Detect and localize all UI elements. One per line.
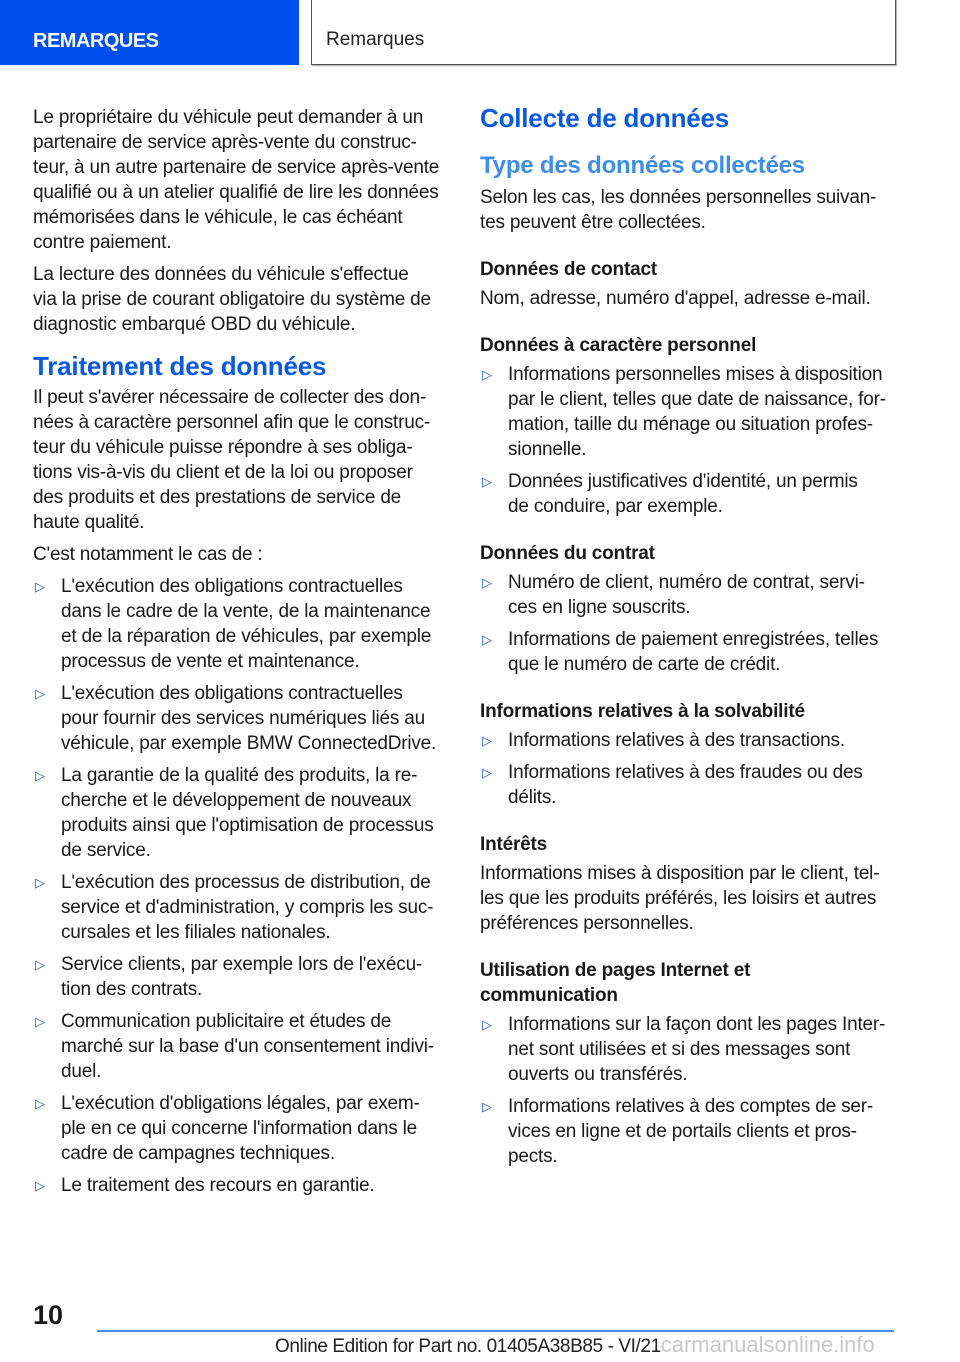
list-item-text: Données justificatives d'identité, un permis de conduire, par exemple. bbox=[508, 471, 858, 517]
list-item bbox=[480, 362, 900, 462]
bullet-triangle-icon: ▷ bbox=[35, 686, 45, 701]
bullet-triangle-icon: ▷ bbox=[35, 579, 45, 594]
bullet-triangle-icon: ▷ bbox=[482, 1017, 492, 1032]
list-item-text: Informations de paiement enregistrées, telles que le numéro de carte de crédit. bbox=[508, 629, 879, 675]
list-item-text: L'exécution des obligations contractuelles pour fournir des services numériques liés au véhicule, par exemple BMW ConnectedDrive. bbox=[61, 683, 437, 754]
bullet-triangle-icon: ▷ bbox=[35, 1096, 45, 1111]
bullet-triangle-icon: ▷ bbox=[482, 1099, 492, 1114]
list-item-text: Numéro de client, numéro de contrat, servi- ces en ligne souscrits. bbox=[508, 572, 865, 618]
bullet-list bbox=[480, 1012, 900, 1169]
list-item-text: Informations personnelles mises à disposition par le client, telles que date de naissance, for- mation, taille du ménage ou situation profes- sionnelle. bbox=[508, 364, 886, 460]
paragraph: Nom, adresse, numéro d'appel, adresse e-mail. bbox=[480, 288, 871, 309]
chapter-title: Remarques bbox=[326, 29, 425, 50]
list-item bbox=[33, 952, 453, 1002]
page-number: 10 bbox=[33, 1300, 64, 1330]
list-item bbox=[33, 1091, 453, 1166]
chapter-title-box bbox=[311, 0, 896, 65]
bullet-triangle-icon: ▷ bbox=[482, 733, 492, 748]
subsection-title: Informations relatives à la solvabilité bbox=[480, 701, 805, 722]
footer-edition bbox=[275, 1332, 875, 1358]
bullet-triangle-icon: ▷ bbox=[482, 575, 492, 590]
paragraph: Selon les cas, les données personnelles suivan- tes peuvent être collectées. bbox=[480, 187, 877, 233]
list-item bbox=[33, 763, 453, 863]
bullet-triangle-icon: ▷ bbox=[35, 957, 45, 972]
list-item bbox=[480, 570, 900, 620]
list-item bbox=[480, 728, 900, 753]
list-item-text: Service clients, par exemple lors de l'exécu- tion des contrats. bbox=[61, 954, 423, 1000]
section-heading: Traitement des données bbox=[33, 351, 327, 381]
subsection-title: Données de contact bbox=[480, 259, 657, 280]
bullet-triangle-icon: ▷ bbox=[35, 1014, 45, 1029]
bullet-triangle-icon: ▷ bbox=[35, 768, 45, 783]
list-item bbox=[33, 574, 453, 674]
list-item bbox=[480, 1012, 900, 1087]
list-item bbox=[33, 681, 453, 756]
list-item-text: La garantie de la qualité des produits, la re- cherche et le développement de nouveaux produits ainsi que l'optimisation de processus de service. bbox=[61, 765, 434, 861]
paragraph: Informations mises à disposition par le client, tel- les que les produits préférés, les loisirs et autres préférences personnelles. bbox=[480, 863, 880, 934]
bullet-list bbox=[33, 574, 453, 1198]
subsection-title: Données à caractère personnel bbox=[480, 335, 757, 356]
section-heading: Collecte de données bbox=[480, 103, 730, 133]
section-tab bbox=[0, 0, 299, 65]
list-item-text: Informations relatives à des comptes de ser- vices en ligne et de portails clients et pros- pects. bbox=[508, 1096, 874, 1167]
bullet-triangle-icon: ▷ bbox=[482, 765, 492, 780]
subsection-title: Données du contrat bbox=[480, 543, 655, 564]
list-item bbox=[480, 469, 900, 519]
list-item-text: L'exécution des obligations contractuelles dans le cadre de la vente, de la maintenance et de la réparation de véhicules, par exemple processus de vente et maintenance. bbox=[61, 576, 432, 672]
right-column bbox=[480, 103, 900, 1176]
list-item bbox=[33, 870, 453, 945]
list-item bbox=[33, 1009, 453, 1084]
list-item bbox=[480, 760, 900, 810]
list-item-text: Informations relatives à des transactions. bbox=[508, 730, 845, 751]
paragraph: Le propriétaire du véhicule peut demander à un partenaire de service après-vente du construc- teur, à un autre partenaire de service après-vente qualifié ou à un atelier qualifié de lire les données mémorisées dans le véhicule, le cas échéant contre paiement. bbox=[33, 107, 440, 253]
list-item bbox=[480, 1094, 900, 1169]
list-item-text: Informations sur la façon dont les pages Inter- net sont utilisées et si des messages sont ouverts ou transférés. bbox=[508, 1014, 886, 1085]
paragraph: La lecture des données du véhicule s'effectue via la prise de courant obligatoire du système de diagnostic embarqué OBD du véhicule. bbox=[33, 264, 431, 335]
list-item-text: L'exécution d'obligations légales, par exem- ple en ce qui concerne l'information dans le cadre de campagnes techniques. bbox=[61, 1093, 420, 1164]
list-item-text: Informations relatives à des fraudes ou des délits. bbox=[508, 762, 863, 808]
paragraph: C'est notamment le cas de : bbox=[33, 544, 263, 565]
paragraph: Il peut s'avérer nécessaire de collecter des don- nées à caractère personnel afin que le construc- teur du véhicule puisse répondre à ses obliga- tions vis-à-vis du client et de la loi ou proposer des produits et des prestations de service de haute qualité. bbox=[33, 387, 431, 533]
subsection-title: Utilisation de pages Internet et communication bbox=[480, 960, 751, 1006]
bullet-list bbox=[480, 728, 900, 810]
edition-text: Online Edition for Part no. 01405A38B85 - VI/21 bbox=[275, 1336, 661, 1357]
list-item-text: L'exécution des processus de distribution, de service et d'administration, y compris les suc- cursales et les filiales nationales. bbox=[61, 872, 434, 943]
watermark: carmanualsonline.info bbox=[660, 1332, 875, 1357]
subsection-title: Intérêts bbox=[480, 834, 548, 855]
bullet-triangle-icon: ▷ bbox=[482, 474, 492, 489]
left-column bbox=[33, 105, 453, 1205]
subsection-heading: Type des données collectées bbox=[480, 152, 805, 179]
section-tab-label: REMARQUES bbox=[33, 30, 159, 52]
bullet-triangle-icon: ▷ bbox=[482, 632, 492, 647]
bullet-list bbox=[480, 570, 900, 677]
bullet-triangle-icon: ▷ bbox=[35, 875, 45, 890]
list-item bbox=[480, 627, 900, 677]
list-item-text: Communication publicitaire et études de marché sur la base d'un consentement indivi- duel. bbox=[61, 1011, 434, 1082]
bullet-triangle-icon: ▷ bbox=[35, 1178, 45, 1193]
bullet-triangle-icon: ▷ bbox=[482, 367, 492, 382]
list-item bbox=[33, 1173, 453, 1198]
list-item-text: Le traitement des recours en garantie. bbox=[61, 1175, 375, 1196]
bullet-list bbox=[480, 362, 900, 519]
